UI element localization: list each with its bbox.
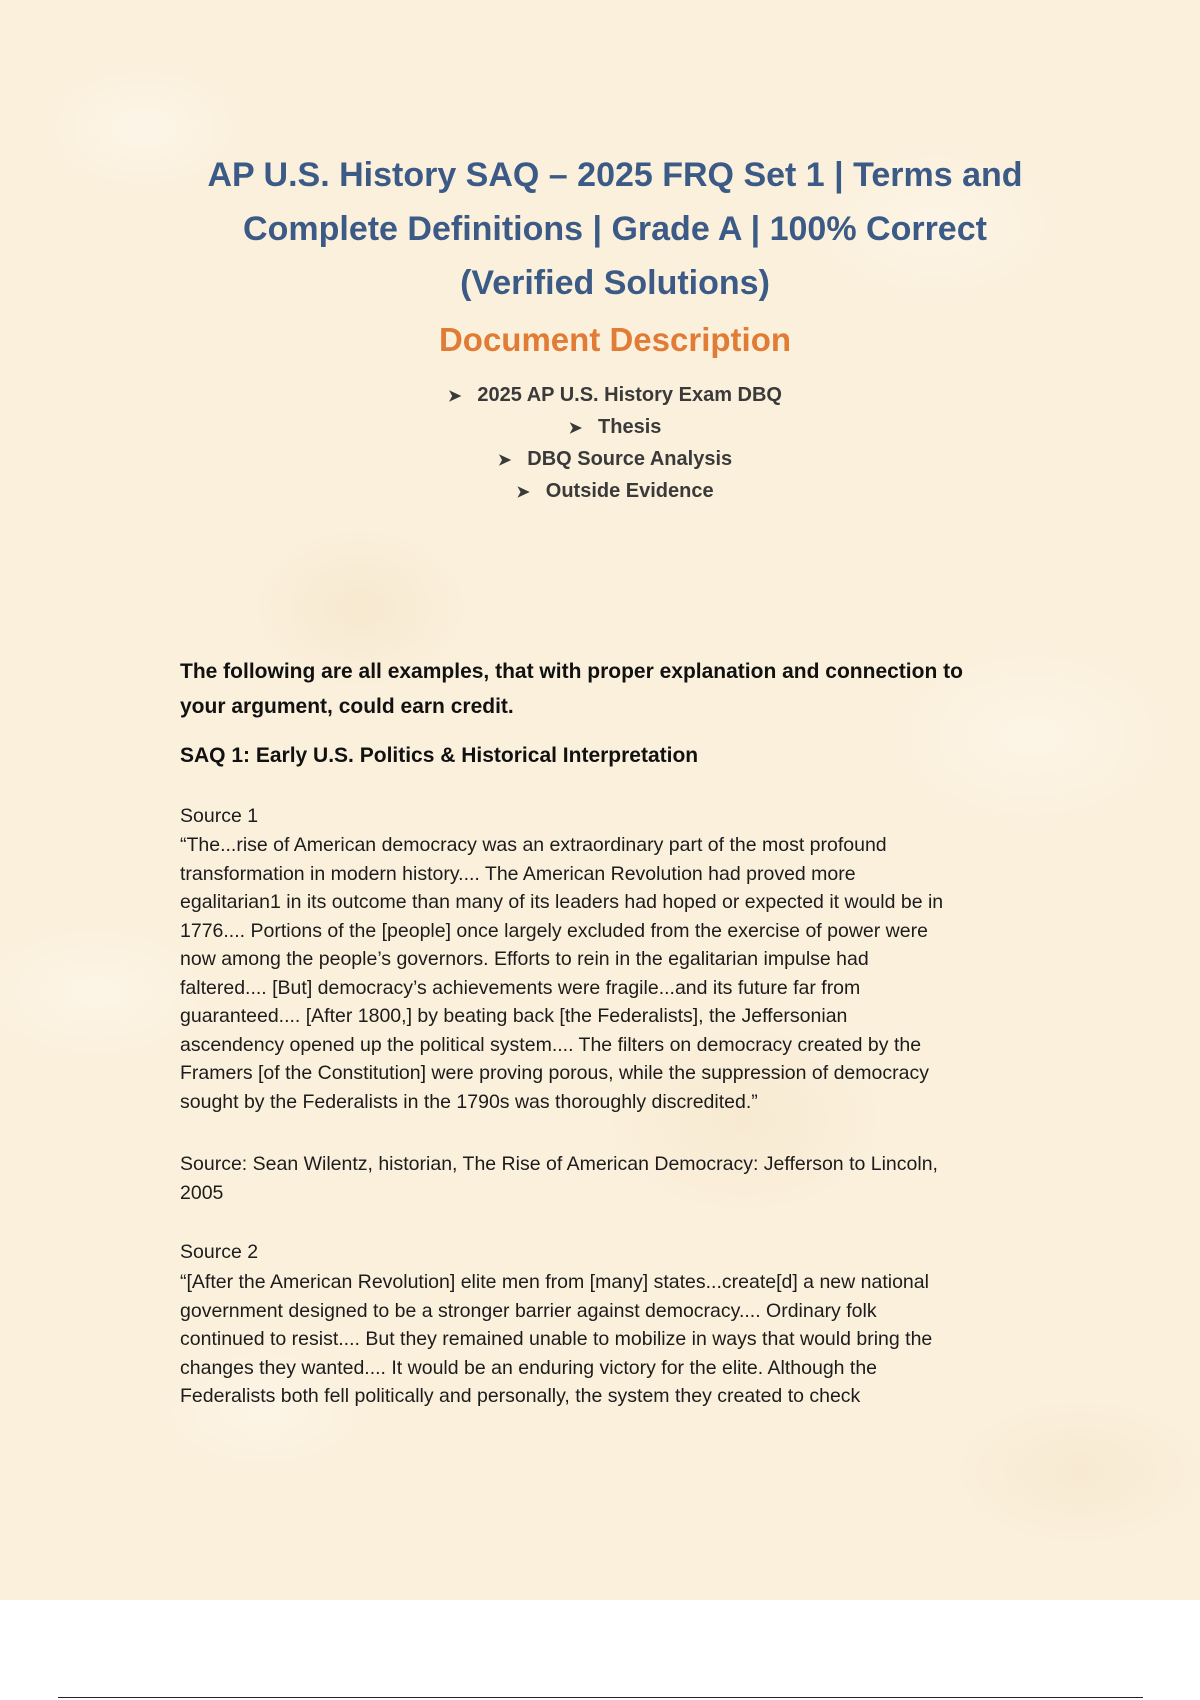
description-item-label: 2025 AP U.S. History Exam DBQ <box>477 384 782 406</box>
description-item-label: DBQ Source Analysis <box>527 448 733 470</box>
quote-line: sought by the Federalists in the 1790s was thoroughly discredited.” <box>180 1090 758 1113</box>
quote-line: ascendency opened up the political system.... The filters on democracy created by the <box>180 1033 922 1056</box>
citation-line: Source: Sean Wilentz, historian, The Rise of American Democracy: Jefferson to Lincoln, <box>180 1153 938 1175</box>
quote-line: egalitarian1 in its outcome than many of its leaders had hoped or expected it would be in <box>180 891 944 913</box>
description-item <box>150 476 1080 508</box>
source-label: Source 2 <box>180 1241 259 1263</box>
arrow-bullet-icon: ➤ <box>568 420 583 437</box>
title-line: (Verified Solutions) <box>460 264 770 302</box>
quote-line: guaranteed.... [After 1800,] by beating back [the Federalists], the Jeffersonian <box>180 1005 848 1027</box>
quote-line: faltered.... [But] democracy’s achievements were fragile...and its future far from <box>180 976 861 999</box>
saq-heading: SAQ 1: Early U.S. Politics & Historical Interpretation <box>180 744 699 767</box>
intro-paragraph <box>180 654 1060 724</box>
source-quote <box>180 831 1060 1116</box>
quote-line: Framers [of the Constitution] were proving porous, while the suppression of democracy <box>180 1062 929 1084</box>
description-list <box>150 380 1080 508</box>
intro-line: The following are all examples, that with proper explanation and connection to <box>180 660 963 683</box>
arrow-bullet-icon: ➤ <box>497 452 512 469</box>
quote-line: “The...rise of American democracy was an extraordinary part of the most profound <box>180 834 887 856</box>
description-heading: Document Description <box>438 321 792 358</box>
quote-line: Federalists both fell politically and personally, the system they created to check <box>180 1385 861 1407</box>
quote-line: continued to resist.... But they remained unable to mobilize in ways that would bring the <box>180 1328 933 1350</box>
citation-line: 2005 <box>180 1181 224 1204</box>
arrow-bullet-icon: ➤ <box>448 388 462 405</box>
quote-line: government designed to be a stronger barrier against democracy.... Ordinary folk <box>180 1299 877 1322</box>
source-citation <box>180 1150 1060 1207</box>
quote-line: “[After the American Revolution] elite men from [many] states...create[d] a new national <box>180 1271 929 1293</box>
title-line: AP U.S. History SAQ – 2025 FRQ Set 1 | Terms and <box>207 156 1023 194</box>
description-item <box>150 444 1080 476</box>
arrow-bullet-icon: ➤ <box>516 484 530 501</box>
description-item <box>150 380 1080 412</box>
source-quote <box>180 1268 1060 1411</box>
title-line: Complete Definitions | Grade A | 100% Correct <box>243 210 987 248</box>
source-label: Source 1 <box>180 805 259 827</box>
description-item-label: Thesis <box>598 416 662 438</box>
document-title <box>150 148 1080 310</box>
intro-line: your argument, could earn credit. <box>180 695 514 718</box>
footer-divider <box>58 1697 1143 1698</box>
quote-line: 1776.... Portions of the [people] once largely excluded from the exercise of power were <box>180 919 928 942</box>
quote-line: changes they wanted.... It would be an enduring victory for the elite. Although the <box>180 1356 878 1379</box>
quote-line: now among the people’s governors. Efforts to rein in the egalitarian impulse had <box>180 948 869 970</box>
description-item-label: Outside Evidence <box>545 480 714 502</box>
description-item <box>150 412 1080 444</box>
quote-line: transformation in modern history.... The American Revolution had proved more <box>180 862 856 885</box>
